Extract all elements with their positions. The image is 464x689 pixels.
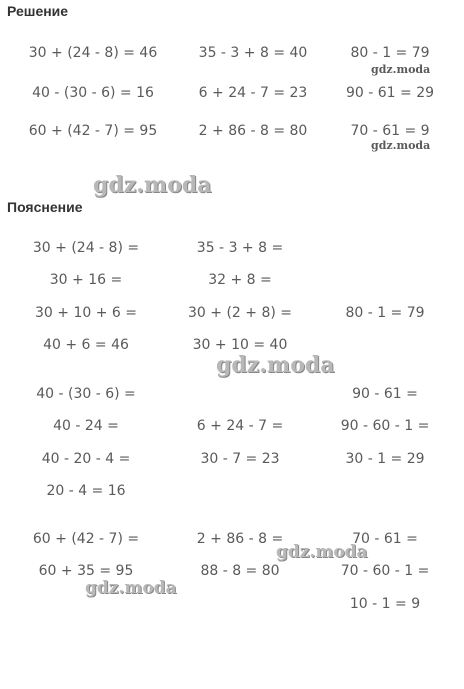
explanation-step: 80 - 1 = 79 (345, 305, 425, 321)
explanation-step: 10 - 1 = 9 (349, 596, 421, 612)
explanation-step: 70 - 60 - 1 = (340, 563, 430, 579)
explanation-step: 40 + 6 = 46 (43, 337, 129, 353)
explanation-step: 40 - 24 = (53, 418, 119, 434)
solution-equation: 30 + (24 - 8) = 46 (28, 45, 158, 61)
watermark: gdz.moda (371, 139, 431, 152)
explanation-step: 90 - 60 - 1 = (340, 418, 430, 434)
explanation-step: 60 + 35 = 95 (38, 563, 134, 579)
solution-equation: 70 - 61 = 9 (350, 123, 430, 139)
explanation-step: 70 - 61 = (352, 531, 418, 547)
explanation-step: 32 + 8 = (208, 272, 272, 288)
solution-heading: Решение (7, 3, 69, 19)
explanation-step: 30 + 10 = 40 (192, 337, 288, 353)
explanation-step: 30 + (2 + 8) = (188, 305, 292, 321)
explanation-step: 30 + 16 = (49, 272, 123, 288)
explanation-step: 30 - 7 = 23 (200, 451, 280, 467)
watermark: gdz.moda (93, 172, 212, 198)
solution-equation: 90 - 61 = 29 (345, 85, 435, 101)
explanation-step: 30 - 1 = 29 (345, 451, 425, 467)
explanation-step: 60 + (42 - 7) = (32, 531, 140, 547)
explanation-step: 30 + (24 - 8) = (32, 240, 140, 256)
solution-equation: 60 + (42 - 7) = 95 (28, 123, 158, 139)
watermark: gdz.moda (371, 63, 431, 76)
explanation-heading: Пояснение (7, 199, 83, 215)
explanation-step: 40 - (30 - 6) = (36, 386, 136, 402)
explanation-step: 30 + 10 + 6 = (35, 305, 137, 321)
watermark: gdz.moda (276, 542, 368, 562)
explanation-step: 90 - 61 = (352, 386, 418, 402)
solution-equation: 2 + 86 - 8 = 80 (198, 123, 308, 139)
solution-equation: 35 - 3 + 8 = 40 (198, 45, 308, 61)
explanation-step: 88 - 8 = 80 (200, 563, 280, 579)
watermark: gdz.moda (85, 578, 177, 598)
watermark: gdz.moda (216, 352, 335, 378)
explanation-step: 2 + 86 - 8 = (196, 531, 284, 547)
explanation-step: 20 - 4 = 16 (46, 483, 126, 499)
solution-equation: 6 + 24 - 7 = 23 (198, 85, 308, 101)
solution-equation: 80 - 1 = 79 (350, 45, 430, 61)
explanation-step: 35 - 3 + 8 = (196, 240, 284, 256)
explanation-step: 6 + 24 - 7 = (196, 418, 284, 434)
solution-equation: 40 - (30 - 6) = 16 (32, 85, 154, 101)
explanation-step: 40 - 20 - 4 = (41, 451, 131, 467)
